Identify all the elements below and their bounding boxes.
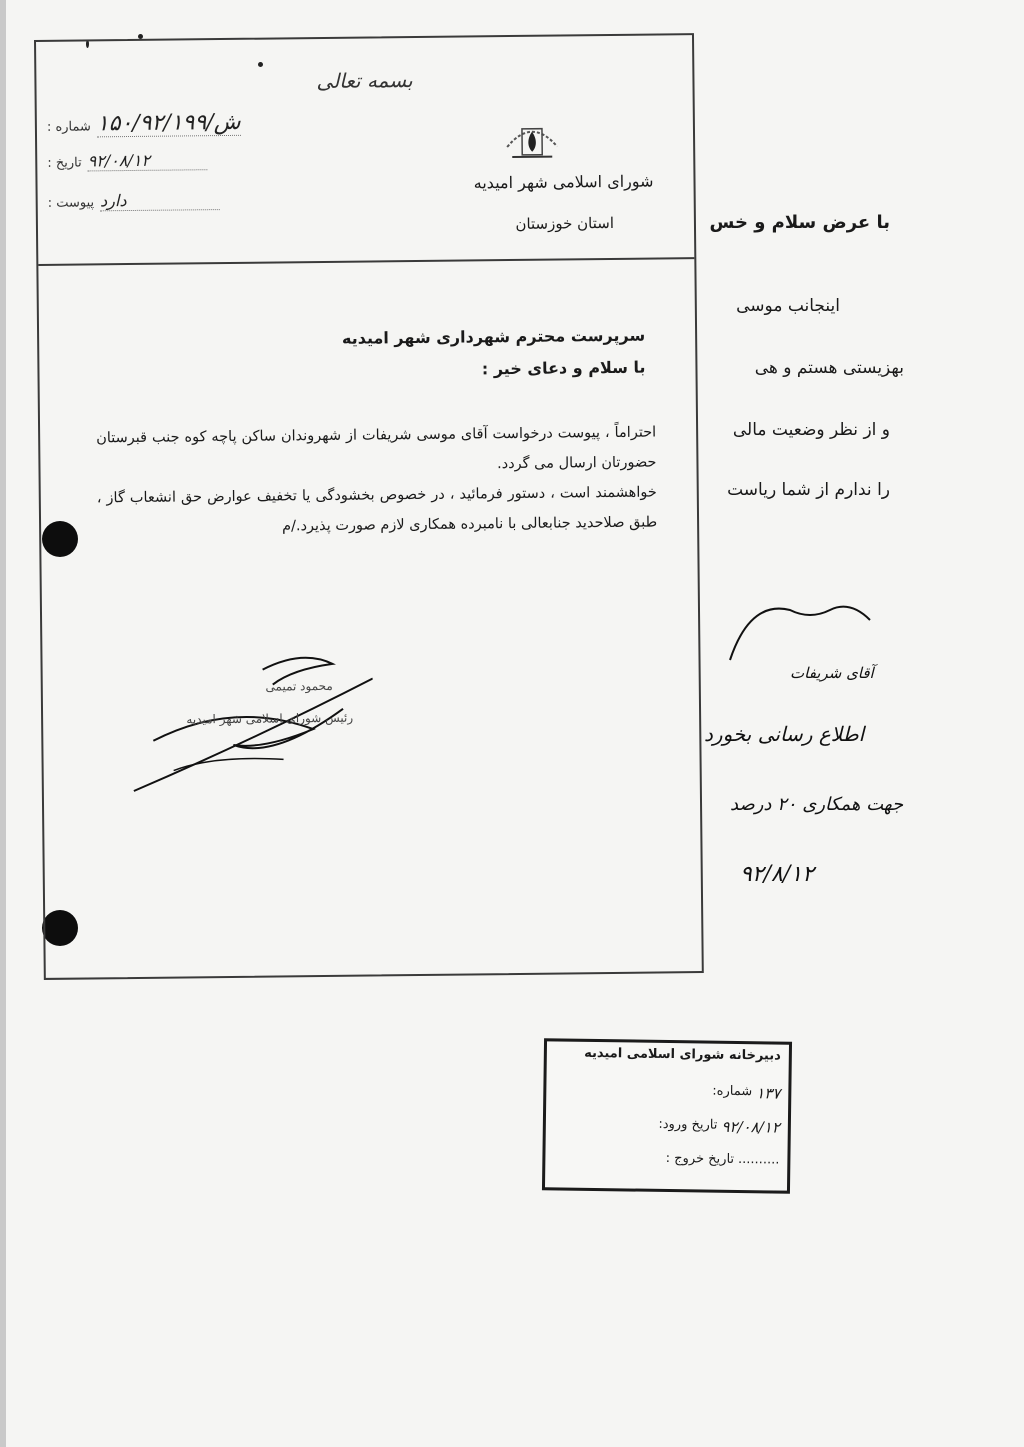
body-paragraph: احتراماً ، پیوست درخواست آقای موسی شریفات از شهروندان ساکن پاچه کوه جنب قبرستان حضورتان ارسال می گردد. [96,424,657,473]
meta-number [47,110,257,138]
petition-line: با عرض سلام و خس [709,212,890,233]
petition-letter-fragment [700,200,1024,530]
petition-line: بهزیستی هستم و هی [754,358,904,378]
header-divider [38,257,694,266]
province-name: استان خوزستان [515,213,615,233]
stamp-number-label: شماره: [712,1083,753,1100]
note-line: اطلاع رسانی بخورد [704,722,865,746]
signatory-title: رئیس شورای اسلامی شهر امیدیه [186,710,354,727]
addressee: سرپرست محترم شهرداری شهر امیدیه [341,325,646,348]
stamp-exit-row [666,1151,780,1168]
number-value: ۱۵۰/ش/۹۲/۱۹۹ [96,109,241,137]
stamp-entry-label: تاریخ ورود: [658,1116,718,1133]
note-signature [720,580,900,670]
greeting: با سلام و دعای خیر : [481,357,646,379]
stamp-number-row [712,1084,780,1103]
note-line: جهت همکاری ۲۰ درصد [730,794,904,815]
basmala: بسمه تعالی [316,68,413,94]
date-label: تاریخ : [47,155,82,171]
emblem-icon [497,106,568,167]
stamp-entry-row [658,1117,780,1137]
petition-line: و از نظر وضعیت مالی [732,420,890,440]
registry-stamp [542,1038,792,1193]
note-line: ۹۲/۸/۱۲ [740,862,814,887]
council-letter [34,33,704,980]
scan-edge [0,0,6,1447]
council-name: شورای اسلامی شهر امیدیه [473,171,654,193]
letter-meta [47,110,258,232]
letter-body [96,418,657,544]
date-value: ۹۲/۰۸/۱۲ [88,150,208,171]
attachment-value: دارد [100,190,220,211]
meta-date [47,150,257,178]
petition-line: را ندارم از شما ریاست [727,480,890,500]
petition-line: اینجانب موسی [736,296,840,316]
handwritten-note [700,580,904,910]
stamp-title: دبیرخانه شورای اسلامی امیدیه [584,1045,781,1064]
stamp-entry-value: ۹۲/۰۸/۱۲ [721,1117,780,1137]
signatory-name: محمود تمیمی [265,678,333,694]
stamp-exit-label: تاریخ خروج : [665,1150,735,1167]
signature-block [113,678,374,801]
number-label: شماره : [46,119,91,135]
note-line: آقای شریفات [790,664,874,682]
stamp-number-value: ۱۳۷ [756,1084,781,1103]
attachment-label: پیوست : [47,195,95,211]
meta-attachment [48,190,258,218]
body-paragraph: خواهشمند است ، دستور فرمائید ، در خصوص بخشودگی یا تخفیف عوارض حق انشعاب گاز ، طبق صلاحدید جنابعالی با نامبرده همکاری لازم صورت پذیرد./م [96,484,658,535]
stamp-exit-value: .......... [737,1151,780,1168]
